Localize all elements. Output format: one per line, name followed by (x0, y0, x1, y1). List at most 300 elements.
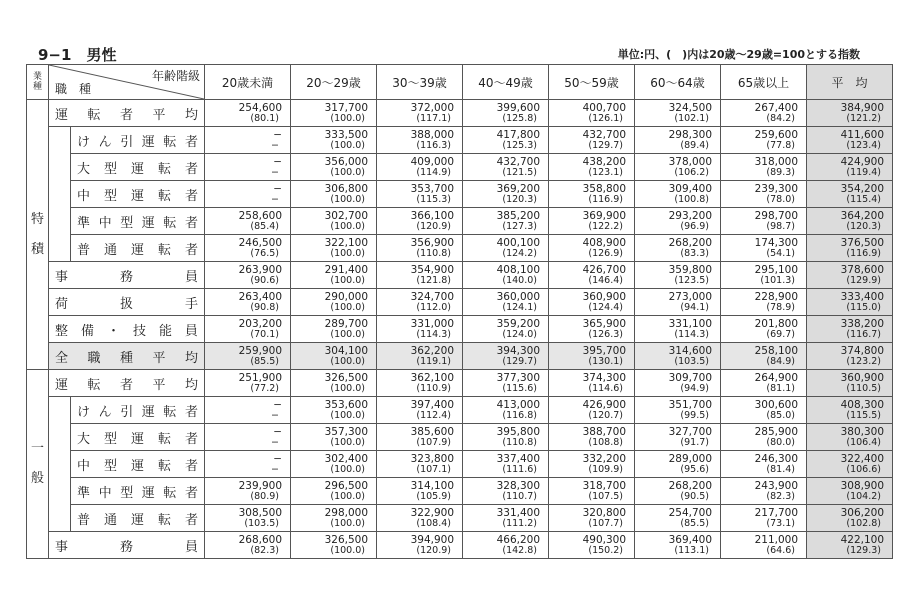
data-cell (377, 316, 463, 343)
wage-value: 322,100 (324, 236, 368, 249)
data-cell (377, 262, 463, 289)
index-value: (80.1) (250, 112, 279, 124)
data-cell (291, 262, 377, 289)
wage-value: − (273, 182, 282, 195)
wage-value: 304,100 (324, 344, 368, 357)
index-value: (95.6) (680, 463, 709, 475)
data-cell (549, 208, 635, 235)
data-cell (291, 532, 377, 559)
wage-value: 259,900 (238, 344, 282, 357)
wage-value: 374,800 (840, 344, 884, 357)
data-cell (463, 424, 549, 451)
job-name-cell (49, 532, 205, 559)
wage-value: 258,600 (238, 209, 282, 222)
wage-value: 306,200 (840, 506, 884, 519)
column-header: 50〜59歳 (549, 65, 635, 100)
data-cell (635, 343, 721, 370)
data-cell (205, 505, 291, 532)
index-value: (77.8) (766, 139, 795, 151)
data-cell (549, 370, 635, 397)
data-cell (291, 397, 377, 424)
data-cell (291, 181, 377, 208)
wage-value: 298,000 (324, 506, 368, 519)
wage-value: 356,000 (324, 155, 368, 168)
wage-value: 290,000 (324, 290, 368, 303)
table-row (27, 289, 893, 316)
data-cell (291, 451, 377, 478)
wage-value: 298,700 (754, 209, 798, 222)
wage-value: 263,400 (238, 290, 282, 303)
index-value: (96.9) (680, 220, 709, 232)
header-row (27, 65, 893, 100)
wage-value: 426,700 (582, 263, 626, 276)
data-cell (635, 505, 721, 532)
wage-value: 376,500 (840, 236, 884, 249)
wage-value: 211,000 (754, 533, 798, 546)
wage-value: 322,400 (840, 452, 884, 465)
data-cell (205, 208, 291, 235)
index-value: (120.7) (588, 409, 623, 421)
wage-value: 411,600 (840, 128, 884, 141)
wage-value: 246,500 (238, 236, 282, 249)
index-value: (64.6) (766, 544, 795, 556)
wage-value: 323,800 (410, 452, 454, 465)
wage-value: 395,800 (496, 425, 540, 438)
index-value: (127.3) (502, 220, 537, 232)
index-value: (121.8) (416, 274, 451, 286)
data-cell (549, 451, 635, 478)
index-value: (124.0) (502, 328, 537, 340)
index-value: (54.1) (766, 247, 795, 259)
data-cell (807, 478, 893, 505)
data-cell (635, 451, 721, 478)
wage-value: 422,100 (840, 533, 884, 546)
data-cell (635, 181, 721, 208)
index-value: (140.0) (502, 274, 537, 286)
data-cell (205, 478, 291, 505)
wage-value: 258,100 (754, 344, 798, 357)
wage-value: 268,200 (668, 236, 712, 249)
wage-value: − (273, 128, 282, 141)
index-value: (126.9) (588, 247, 623, 259)
job-name-cell (71, 478, 205, 505)
data-cell (549, 424, 635, 451)
data-cell (463, 397, 549, 424)
indent-cell (49, 397, 71, 424)
data-cell (807, 397, 893, 424)
data-cell (463, 370, 549, 397)
wage-value: 490,300 (582, 533, 626, 546)
data-cell (463, 262, 549, 289)
index-value: (110.7) (502, 490, 537, 502)
wage-value: − (273, 425, 282, 438)
index-value: (126.3) (588, 328, 623, 340)
data-cell (463, 154, 549, 181)
index-value: (100.0) (330, 355, 365, 367)
wage-value: 360,000 (496, 290, 540, 303)
index-value: (105.9) (416, 490, 451, 502)
indent-cell (49, 505, 71, 532)
index-value: (115.5) (846, 409, 881, 421)
index-value: (114.3) (674, 328, 709, 340)
wage-value: 203,200 (238, 317, 282, 330)
index-value: (81.4) (766, 463, 795, 475)
index-value: (101.3) (760, 274, 795, 286)
indent-cell (49, 478, 71, 505)
index-value: (124.4) (588, 301, 623, 313)
index-value: (90.6) (250, 274, 279, 286)
index-value: (111.6) (502, 463, 537, 475)
wage-value: 353,600 (324, 398, 368, 411)
index-value: (98.7) (766, 220, 795, 232)
data-cell (635, 397, 721, 424)
data-cell (463, 451, 549, 478)
wage-value: 326,500 (324, 371, 368, 384)
wage-value: 356,900 (410, 236, 454, 249)
table-row (27, 154, 893, 181)
wage-value: 385,600 (410, 425, 454, 438)
index-value: (129.7) (502, 355, 537, 367)
data-cell (549, 127, 635, 154)
wage-value: 318,000 (754, 155, 798, 168)
index-value: (114.9) (416, 166, 451, 178)
column-header: 65歳以上 (721, 65, 807, 100)
wage-value: 358,800 (582, 182, 626, 195)
data-cell (377, 235, 463, 262)
table-row (27, 370, 893, 397)
job-type-label: 職 種 (55, 82, 92, 96)
index-value: (80.9) (250, 490, 279, 502)
wage-value: 388,000 (410, 128, 454, 141)
index-value: (84.2) (766, 112, 795, 124)
index-value: (116.9) (846, 247, 881, 259)
index-value: (83.3) (680, 247, 709, 259)
wage-value: 333,500 (324, 128, 368, 141)
column-header: 30〜39歳 (377, 65, 463, 100)
industry-cell (27, 370, 49, 559)
index-value: (116.8) (502, 409, 537, 421)
industry-label: 一般 (30, 441, 44, 486)
index-value: (130.1) (588, 355, 623, 367)
job-name: 荷 扱 手 (55, 296, 198, 312)
index-value: (82.3) (766, 490, 795, 502)
wage-value: 289,700 (324, 317, 368, 330)
index-value: (100.0) (330, 544, 365, 556)
index-value: (110.9) (416, 382, 451, 394)
data-cell (549, 343, 635, 370)
index-value: − (271, 409, 279, 421)
index-value: (76.5) (250, 247, 279, 259)
wage-value: 239,300 (754, 182, 798, 195)
index-value: (115.6) (502, 382, 537, 394)
index-value: (100.0) (330, 301, 365, 313)
data-cell (807, 505, 893, 532)
index-value: (123.4) (846, 139, 881, 151)
index-value: (112.4) (416, 409, 451, 421)
wage-value: 333,400 (840, 290, 884, 303)
index-value: (150.2) (588, 544, 623, 556)
data-cell (291, 100, 377, 127)
wage-value: 408,100 (496, 263, 540, 276)
index-value: (119.4) (846, 166, 881, 178)
job-name-cell (49, 316, 205, 343)
index-value: (122.2) (588, 220, 623, 232)
job-name-cell (49, 343, 205, 370)
wage-value: 400,700 (582, 101, 626, 114)
index-value: (120.3) (502, 193, 537, 205)
data-cell (291, 478, 377, 505)
data-cell (205, 262, 291, 289)
index-value: (106.4) (846, 436, 881, 448)
table-row (27, 397, 893, 424)
index-value: (116.9) (588, 193, 623, 205)
index-value: (70.1) (250, 328, 279, 340)
data-cell (721, 532, 807, 559)
table-row (27, 127, 893, 154)
wage-value: 246,300 (754, 452, 798, 465)
data-cell (549, 235, 635, 262)
wage-value: 337,400 (496, 452, 540, 465)
data-cell (291, 505, 377, 532)
indent-cell (49, 451, 71, 478)
data-cell (205, 100, 291, 127)
column-header: 平 均 (807, 65, 893, 100)
index-value: (123.2) (846, 355, 881, 367)
data-cell (377, 370, 463, 397)
index-value: (115.3) (416, 193, 451, 205)
data-cell (463, 343, 549, 370)
wage-value: 314,100 (410, 479, 454, 492)
wage-value: 351,700 (668, 398, 712, 411)
wage-value: 377,300 (496, 371, 540, 384)
index-value: (73.1) (766, 517, 795, 529)
job-name-cell (71, 154, 205, 181)
data-cell (549, 262, 635, 289)
data-cell (635, 478, 721, 505)
data-cell (463, 478, 549, 505)
wage-value: 327,700 (668, 425, 712, 438)
job-name: 普 通 運 転 者 (77, 242, 198, 258)
index-value: (102.1) (674, 112, 709, 124)
data-cell (291, 370, 377, 397)
table-row (27, 100, 893, 127)
data-cell (807, 532, 893, 559)
data-cell (291, 343, 377, 370)
wage-value: 322,900 (410, 506, 454, 519)
job-name-cell (71, 397, 205, 424)
data-cell (549, 154, 635, 181)
wage-value: 438,200 (582, 155, 626, 168)
wage-value: 289,000 (668, 452, 712, 465)
job-name-cell (49, 370, 205, 397)
wage-value: 302,400 (324, 452, 368, 465)
data-cell (205, 127, 291, 154)
wage-value: 394,900 (410, 533, 454, 546)
wage-value: 432,700 (496, 155, 540, 168)
job-name-cell (71, 127, 205, 154)
wage-value: 264,900 (754, 371, 798, 384)
index-value: (91.7) (680, 436, 709, 448)
table-row (27, 478, 893, 505)
index-value: (77.2) (250, 382, 279, 394)
wage-value: 360,900 (840, 371, 884, 384)
index-value: (85.4) (250, 220, 279, 232)
index-value: (103.5) (674, 355, 709, 367)
job-name: 普 通 運 転 者 (77, 512, 198, 528)
data-cell (377, 100, 463, 127)
table-row (27, 181, 893, 208)
data-cell (377, 451, 463, 478)
data-cell (721, 424, 807, 451)
data-cell (549, 397, 635, 424)
data-cell (635, 262, 721, 289)
data-cell (721, 262, 807, 289)
index-value: (107.7) (588, 517, 623, 529)
index-value: (90.8) (250, 301, 279, 313)
wage-value: 357,300 (324, 425, 368, 438)
industry-label: 特積 (30, 211, 44, 257)
job-name-cell (71, 208, 205, 235)
data-cell (721, 208, 807, 235)
data-cell (807, 316, 893, 343)
wage-value: 302,700 (324, 209, 368, 222)
data-cell (205, 424, 291, 451)
wage-value: 372,000 (410, 101, 454, 114)
job-name-cell (49, 262, 205, 289)
table-row (27, 424, 893, 451)
data-cell (291, 316, 377, 343)
wage-value: 388,700 (582, 425, 626, 438)
index-value: (80.0) (766, 436, 795, 448)
table-header (27, 65, 893, 100)
job-name: 準 中 型 運 転 者 (77, 485, 198, 501)
index-value: (107.9) (416, 436, 451, 448)
index-value: (107.1) (416, 463, 451, 475)
wage-value: 300,600 (754, 398, 798, 411)
job-name-cell (49, 100, 205, 127)
data-cell (463, 181, 549, 208)
index-value: (102.8) (846, 517, 881, 529)
data-cell (635, 100, 721, 127)
wage-value: − (273, 155, 282, 168)
data-cell (463, 532, 549, 559)
wage-value: 466,200 (496, 533, 540, 546)
data-cell (807, 451, 893, 478)
wage-value: 374,300 (582, 371, 626, 384)
data-cell (549, 289, 635, 316)
job-name: け ん 引 運 転 者 (77, 134, 198, 150)
job-name-cell (71, 235, 205, 262)
wage-value: 309,700 (668, 371, 712, 384)
index-value: (125.3) (502, 139, 537, 151)
job-name-cell (71, 451, 205, 478)
index-value: (113.1) (674, 544, 709, 556)
index-value: (100.0) (330, 463, 365, 475)
data-cell (377, 424, 463, 451)
index-value: (124.1) (502, 301, 537, 313)
wage-value: 369,900 (582, 209, 626, 222)
data-cell (807, 208, 893, 235)
index-value: (107.5) (588, 490, 623, 502)
wage-value: 426,900 (582, 398, 626, 411)
unit-note: 単位:円、( )内は20歳〜29歳=100とする指数 (617, 48, 860, 61)
wage-value: 201,800 (754, 317, 798, 330)
data-cell (205, 289, 291, 316)
wage-value: 362,100 (410, 371, 454, 384)
data-cell (291, 127, 377, 154)
wage-value: − (273, 452, 282, 465)
data-cell (807, 424, 893, 451)
wage-value: 364,200 (840, 209, 884, 222)
indent-cell (49, 181, 71, 208)
index-value: (111.2) (502, 517, 537, 529)
industry-cell (27, 100, 49, 370)
index-value: (119.1) (416, 355, 451, 367)
data-cell (377, 397, 463, 424)
data-cell (377, 127, 463, 154)
data-cell (205, 451, 291, 478)
index-value: (100.0) (330, 166, 365, 178)
data-cell (635, 208, 721, 235)
index-value: (100.0) (330, 436, 365, 448)
wage-value: 263,900 (238, 263, 282, 276)
index-value: (106.2) (674, 166, 709, 178)
wage-value: 293,200 (668, 209, 712, 222)
wage-value: 308,900 (840, 479, 884, 492)
index-value: (120.9) (416, 544, 451, 556)
wage-value: 273,000 (668, 290, 712, 303)
column-header: 20〜29歳 (291, 65, 377, 100)
wage-table (26, 64, 893, 559)
wage-value: 378,600 (840, 263, 884, 276)
index-value: (99.5) (680, 409, 709, 421)
indent-cell (49, 235, 71, 262)
index-value: (123.1) (588, 166, 623, 178)
data-cell (377, 208, 463, 235)
wage-value: 309,400 (668, 182, 712, 195)
index-value: (85.5) (680, 517, 709, 529)
job-name: 中 型 運 転 者 (77, 458, 198, 474)
data-cell (205, 343, 291, 370)
wage-value: 254,600 (238, 101, 282, 114)
wage-value: 424,900 (840, 155, 884, 168)
data-cell (291, 235, 377, 262)
index-value: (110.8) (416, 247, 451, 259)
data-cell (807, 262, 893, 289)
index-value: (109.9) (588, 463, 623, 475)
index-value: (100.0) (330, 409, 365, 421)
index-value: (78.0) (766, 193, 795, 205)
data-cell (205, 532, 291, 559)
data-cell (635, 235, 721, 262)
index-value: − (271, 436, 279, 448)
data-cell (205, 316, 291, 343)
wage-value: 395,700 (582, 344, 626, 357)
job-name-cell (71, 505, 205, 532)
wage-value: 331,400 (496, 506, 540, 519)
index-value: (121.5) (502, 166, 537, 178)
data-cell (549, 316, 635, 343)
index-value: (94.1) (680, 301, 709, 313)
index-value: (100.0) (330, 517, 365, 529)
indent-cell (49, 127, 71, 154)
data-cell (463, 100, 549, 127)
corner-header (49, 65, 205, 100)
index-value: (85.5) (250, 355, 279, 367)
index-value: (115.0) (846, 301, 881, 313)
index-value: (104.2) (846, 490, 881, 502)
wage-value: 366,100 (410, 209, 454, 222)
